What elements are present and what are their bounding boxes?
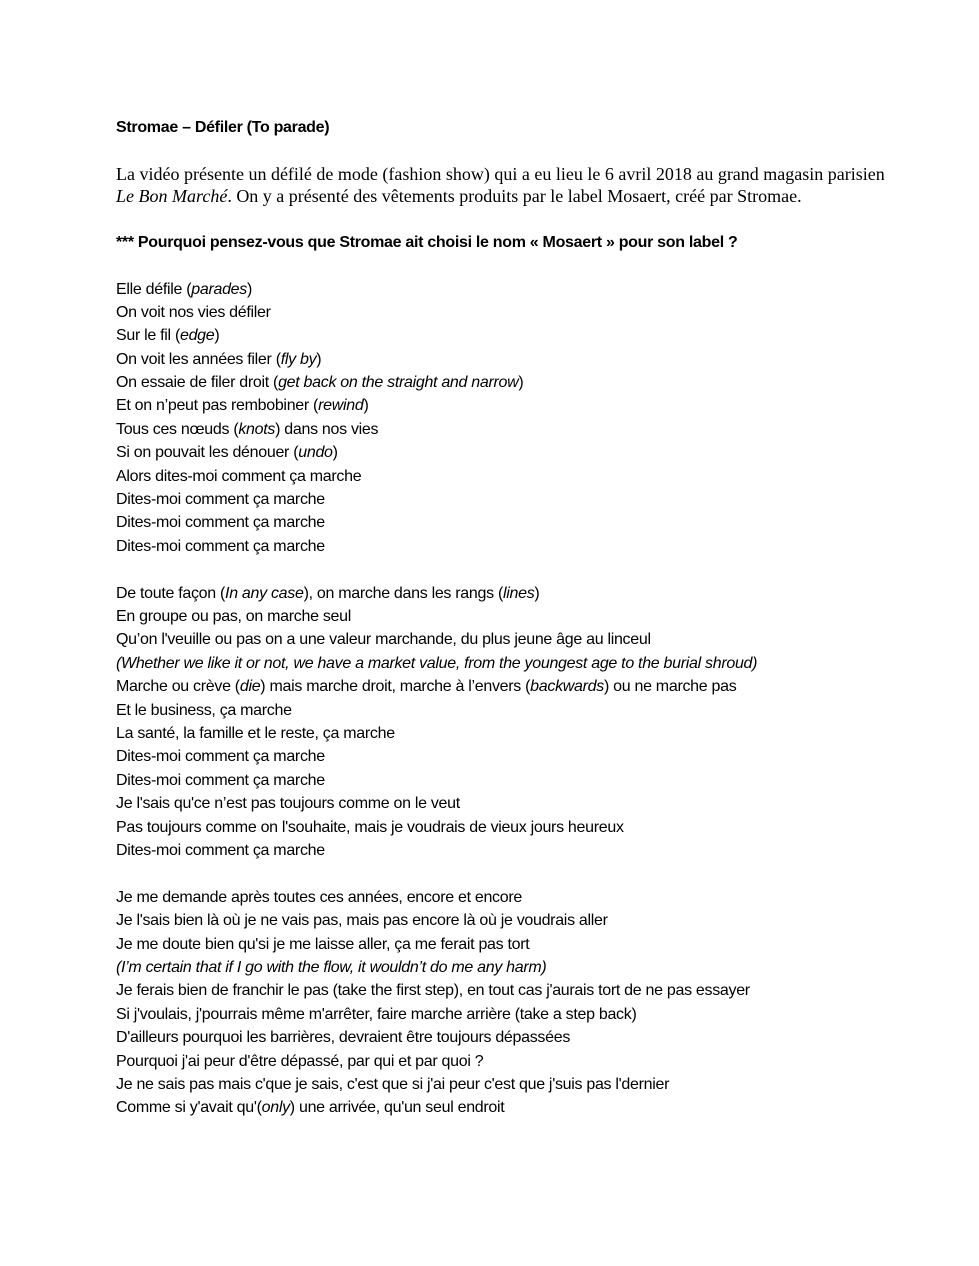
lyric-text: Comme si y'avait qu'( <box>116 1099 262 1117</box>
lyric-text: ) <box>214 327 220 345</box>
lyric-translation-line: (I’m certain that if I go with the flow, it wouldn’t do me any harm) <box>116 959 547 977</box>
lyric-text: ) <box>363 397 369 415</box>
lyric-text: ) ou ne marche pas <box>603 678 737 696</box>
lyric-text: ), on marche dans les rangs ( <box>303 584 503 602</box>
lyric-text: On voit les années filer ( <box>116 350 281 368</box>
translation-gloss: edge <box>179 327 215 345</box>
lyric-text: De toute façon ( <box>116 584 226 602</box>
lyric-line: Et le business, ça marche <box>116 701 292 719</box>
lyric-text: ) <box>534 584 540 602</box>
lyric-line: Je ferais bien de franchir le pas (take the first step), en tout cas j'aurais tort de ne pas essayer <box>116 982 750 1000</box>
lyric-line <box>116 418 896 441</box>
stanza-1 <box>116 278 896 559</box>
document-body <box>116 116 896 1120</box>
lyric-text: ) <box>316 350 322 368</box>
lyric-line <box>116 324 896 347</box>
lyric-line <box>116 394 896 417</box>
lyric-text: Et on n’peut pas rembobiner ( <box>116 397 319 415</box>
lyric-line <box>116 582 896 605</box>
lyric-text: Elle défile ( <box>116 280 192 298</box>
lyric-line: Dites-moi comment ça marche <box>116 491 325 509</box>
translation-gloss: undo <box>298 444 333 462</box>
lyric-text: Tous ces nœuds ( <box>116 420 239 438</box>
lyric-line: Pas toujours comme on l'souhaite, mais je voudrais de vieux jours heureux <box>116 818 624 836</box>
lyric-text: ) <box>246 280 253 298</box>
lyric-line: Pourquoi j'ai peur d'être dépassé, par qui et par quoi ? <box>116 1052 484 1070</box>
lyric-text: Si on pouvait les dénouer ( <box>116 444 299 462</box>
translation-gloss: lines <box>502 584 535 602</box>
lyric-text: Sur le fil ( <box>116 327 180 345</box>
translation-gloss: parades <box>191 280 247 298</box>
translation-gloss: backwards <box>530 678 604 696</box>
translation-gloss: only <box>261 1099 290 1117</box>
stanza-2 <box>116 582 896 863</box>
lyric-text: On essaie de filer droit ( <box>116 374 279 392</box>
stanza-3 <box>116 886 896 1120</box>
store-name: Le Bon Marché <box>116 186 228 206</box>
lyric-line: Qu’on l'veuille ou pas on a une valeur marchande, du plus jeune âge au linceul <box>116 631 651 649</box>
translation-gloss: fly by <box>280 350 317 368</box>
lyric-line: Je me doute bien qu'si je me laisse aller, ça me ferait pas tort <box>116 935 530 953</box>
lyric-text: ) <box>518 374 524 392</box>
lyric-line: Je l'sais qu'ce n’est pas toujours comme on le veut <box>116 795 460 813</box>
lyric-line <box>116 278 896 301</box>
lyric-line: On voit nos vies défiler <box>116 303 271 321</box>
lyric-text: ) une arrivée, qu'un seul endroit <box>289 1099 505 1117</box>
lyric-line <box>116 348 896 371</box>
lyric-text: Marche ou crève ( <box>116 678 240 696</box>
lyric-line: Je l'sais bien là où je ne vais pas, mais pas encore là où je voudrais aller <box>116 912 608 930</box>
translation-gloss: die <box>239 678 261 696</box>
lyric-line: Si j'voulais, j'pourrais même m'arrêter, faire marche arrière (take a step back) <box>116 1005 637 1023</box>
lyric-line: Dites-moi comment ça marche <box>116 771 325 789</box>
lyric-line <box>116 1096 896 1119</box>
lyric-line <box>116 371 896 394</box>
lyric-line: D'ailleurs pourquoi les barrières, devraient être toujours dépassées <box>116 1029 571 1047</box>
lyric-text: ) <box>332 444 338 462</box>
song-title: Stromae – Défiler (To parade) <box>116 119 330 136</box>
lyric-line: Dites-moi comment ça marche <box>116 537 325 555</box>
translation-gloss: get back on the straight and narrow <box>278 374 519 392</box>
lyric-line: Je ne sais pas mais c'que je sais, c'est que si j'ai peur c'est que j'suis pas l'dernier <box>116 1076 670 1093</box>
intro-text-part2: . On y a présenté des vêtements produits par le label Mosaert, créé par Stromae. <box>227 186 802 206</box>
intro-paragraph <box>116 163 896 207</box>
discussion-question: *** Pourquoi pensez-vous que Stromae ait choisi le nom « Mosaert » pour son label ? <box>116 234 738 251</box>
lyric-line: Alors dites-moi comment ça marche <box>116 467 362 485</box>
lyric-text: ) mais marche droit, marche à l’envers ( <box>260 678 531 696</box>
lyric-line: En groupe ou pas, on marche seul <box>116 608 352 626</box>
translation-gloss: knots <box>238 420 276 438</box>
lyric-line <box>116 441 896 464</box>
lyric-text: ) dans nos vies <box>275 420 379 438</box>
translation-gloss: In any case <box>225 584 304 602</box>
lyric-line: Dites-moi comment ça marche <box>116 748 325 766</box>
lyric-line: La santé, la famille et le reste, ça marche <box>116 725 395 743</box>
lyric-line: Dites-moi comment ça marche <box>116 514 325 532</box>
translation-gloss: rewind <box>318 397 364 415</box>
intro-text-part1: La vidéo présente un défilé de mode (fashion show) qui a eu lieu le 6 avril 2018 au grand magasin parisien <box>116 164 885 184</box>
lyric-translation-line: (Whether we like it or not, we have a market value, from the youngest age to the burial shroud) <box>116 654 758 672</box>
lyric-line: Dites-moi comment ça marche <box>116 841 325 859</box>
lyric-line: Je me demande après toutes ces années, encore et encore <box>116 888 522 906</box>
lyric-line <box>116 675 896 698</box>
